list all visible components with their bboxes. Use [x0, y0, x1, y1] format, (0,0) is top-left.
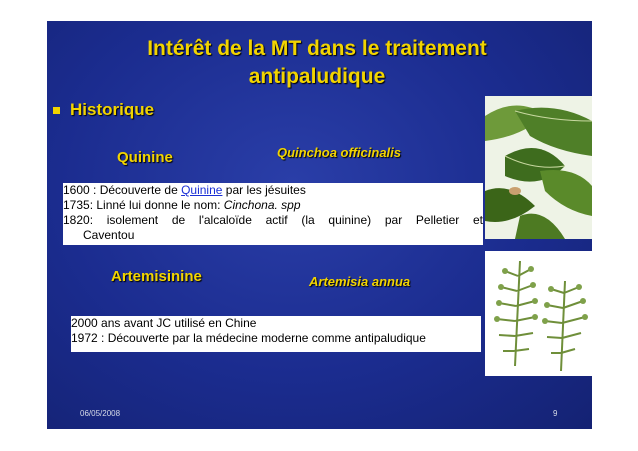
artemisinine-line-1: 2000 ans avant JC utilisé en Chine — [71, 316, 257, 330]
quinine-line-4: Caventou — [83, 228, 135, 242]
cinchona-leaves-photo — [485, 96, 592, 239]
artemisinine-line-2: 1972 : Découverte par la médecine moderne comme antipaludique — [71, 331, 426, 345]
artemisia-leaves-photo — [485, 251, 592, 376]
quinine-line-1: 1600 : Découverte de Quinine par les jésuites — [63, 183, 306, 197]
quinine-heading: Quinine — [117, 149, 173, 166]
artemisia-leaves-icon — [485, 251, 592, 376]
quinine-line-3: 1820: isolement de l'alcaloïde actif (la quinine) par Pelletier et — [63, 213, 483, 227]
slide-title — [82, 35, 552, 91]
bullet-historique — [53, 100, 154, 120]
footer-date: 06/05/2008 — [80, 409, 121, 418]
title-line-1: Intérêt de la MT dans le traitement — [147, 37, 487, 60]
quinine-species: Quinchoa officinalis — [277, 145, 402, 160]
artemisinine-heading: Artemisinine — [111, 268, 202, 285]
square-bullet-icon — [53, 107, 60, 114]
title-line-2: antipaludique — [248, 65, 386, 88]
slide — [47, 21, 592, 429]
cinchona-leaves-icon — [485, 96, 592, 239]
footer-page-number: 9 — [553, 409, 558, 418]
artemisia-species: Artemisia annua — [309, 274, 411, 289]
quinine-textbox — [63, 183, 483, 245]
quinine-line-2: 1735: Linné lui donne le nom: Cinchona. spp — [63, 198, 301, 212]
artemisinine-textbox — [71, 316, 481, 352]
bullet-label: Historique — [70, 100, 155, 119]
quinine-link[interactable]: Quinine — [181, 183, 223, 197]
